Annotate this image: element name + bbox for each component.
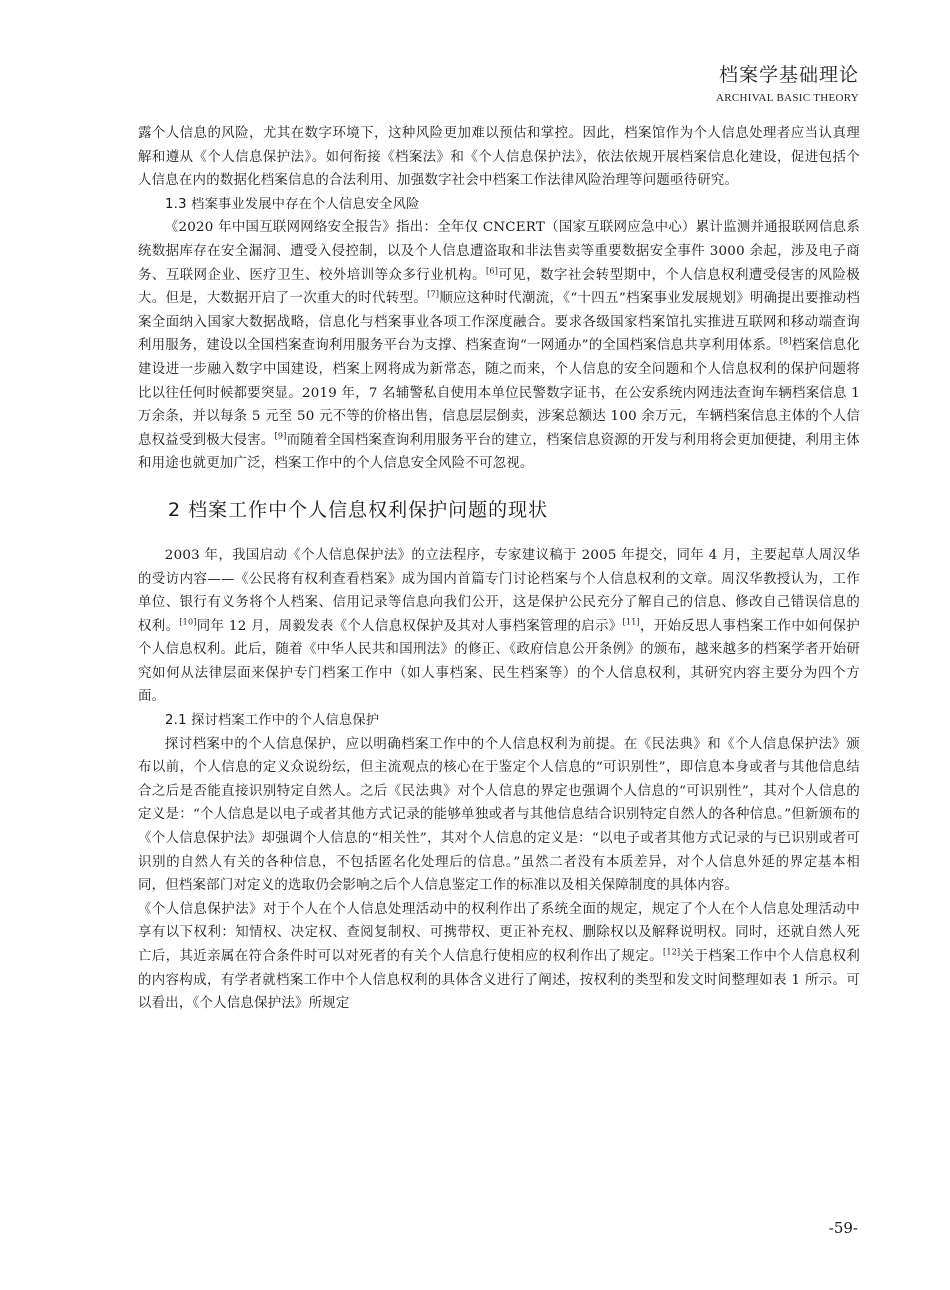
- journal-title: 档案学基础理论: [718, 64, 859, 86]
- subsection-heading-1-3: 1.3 档案事业发展中存在个人信息安全风险: [165, 196, 420, 212]
- article-body: [138, 122, 860, 1016]
- subsection-heading-2-1: 2.1 探讨档案工作中的个人信息保护: [165, 713, 380, 729]
- paragraph-definition: 探讨档案中的个人信息保护，应以明确档案工作中的个人信息权利为前提。在《民法典》和《个人信息保护法》颁布以前，个人信息的定义众说纷纭，但主流观点的核心在于鉴定个人信息的“可识别性”，即信息本身或者与其他信息结合之后是否能直接识别特定自然人。之后《民法典》对个人信息的界定也强调个人信息的“可识别性”，其对个人信息的定义是：“个人信息是以电子或者其他方式记录的能够单独或者与其他信息结合识别特定自然人的各种信息。”但新颁布的《个人信息保护法》却强调个人信息的“相关性”，其对个人信息的定义是：“以电子或者其他方式记录的与已识别或者可识别的自然人有关的各种信息，不包括匿名化处理后的信息。”虽然二者没有本质差异，对个人信息外延的界定基本相同，但档案部门对定义的选取仍会影响之后个人信息鉴定工作的标准以及相关保障制度的具体内容。: [138, 736, 860, 894]
- citation: [8]: [779, 336, 792, 346]
- paragraph-continuation: 露个人信息的风险，尤其在数字环境下，这种风险更加难以预估和掌控。因此，档案馆作为个人信息处理者应当认真理解和遵从《个人信息保护法》。如何衔接《档案法》和《个人信息保护法》，依法依规开展档案信息化建设，促进包括个人信息在内的数据化档案信息的合法利用、加强数字社会中档案工作法律风险治理等问题亟待研究。: [138, 126, 860, 189]
- paragraph-history: 2003 年，我国启动《个人信息保护法》的立法程序，专家建议稿于 2005 年提交，同年 4 月，主要起草人周汉华的受访内容——《公民将有权利查看档案》成为国内首篇专门讨论档案与个人信息权利的文章。周汉华教授认为，工作单位、银行有义务将个人档案、信用记录等信息向我们公开，这是保护公民充分了解自己的信息、修改自己错误信息的权利。[10]同年 12 月，周毅发表《个人信息权保护及其对人事档案管理的启示》[11]，开始反思人事档案工作中如何保护个人信息权利。此后，随着《中华人民共和国刑法》的修正、《政府信息公开条例》的颁布，越来越多的档案学者开始研究如何从法律层面来保护专门档案工作中（如人事档案、民生档案等）的个人信息权利，其研究内容主要分为四个方面。: [138, 547, 860, 705]
- paragraph-rights: 《个人信息保护法》对于个人在个人信息处理活动中的权利作出了系统全面的规定，规定了个人在个人信息处理活动中享有以下权利：知情权、决定权、查阅复制权、可携带权、更正补充权、删除权以及解释说明权。同时，还就自然人死亡后，其近亲属在符合条件时可以对死者的有关个人信息行使相应的权利作出了规定。[12]关于档案工作中个人信息权利的内容构成，有学者就档案工作中个人信息权利的具体含义进行了阐述，按权利的类型和发文时间整理如表 1 所示。可以看出，《个人信息保护法》所规定: [138, 901, 861, 1012]
- citation: [9]: [274, 431, 287, 441]
- citation: [12]: [662, 947, 681, 957]
- section-heading-2: 2 档案工作中个人信息权利保护问题的现状: [168, 498, 549, 521]
- journal-subtitle: ARCHIVAL BASIC THEORY: [715, 92, 859, 104]
- paragraph-security-risk: 《2020 年中国互联网网络安全报告》指出：全年仅 CNCERT（国家互联网应急中心）累计监测并通报联网信息系统数据库存在安全漏洞、遭受入侵控制，以及个人信息遭盗取和非法售卖等重要数据安全事件 3000 余起，涉及电子商务、互联网企业、医疗卫生、校外培训等众多行业机构。[6]可见，数字社会转型期中，个人信息权利遭受侵害的风险极大。但是，大数据开启了一次重大的时代转型。[7]顺应这种时代潮流，《“十四五”档案事业发展规划》明确提出要推动档案全面纳入国家大数据战略，信息化与档案事业各项工作深度融合。要求各级国家档案馆扎实推进互联网和移动端查询利用服务，建设以全国档案查询利用服务平台为支撑、档案查询“一网通办”的全国档案信息共享利用体系。[8]档案信息化建设进一步融入数字中国建设，档案上网将成为新常态，随之而来，个人信息的安全问题和个人信息权利的保护问题将比以往任何时候都要突显。2019 年，7 名辅警私自使用本单位民警数字证书，在公安系统内网违法查询车辆档案信息 1 万余条，并以每条 5 元至 50 元不等的价格出售，信息层层倒卖，涉案总额达 100 余万元，车辆档案信息主体的个人信息权益受到极大侵害。[9]而随着全国档案查询利用服务平台的建立，档案信息资源的开发与利用将会更加便捷，利用主体和用途也就更加广泛，档案工作中的个人信息安全风险不可忽视。: [138, 220, 861, 472]
- citation: [7]: [427, 289, 440, 299]
- citation: [10]: [179, 617, 197, 627]
- citation: [11]: [622, 617, 640, 627]
- page-number: -59-: [828, 1219, 858, 1237]
- citation: [6]: [486, 266, 499, 276]
